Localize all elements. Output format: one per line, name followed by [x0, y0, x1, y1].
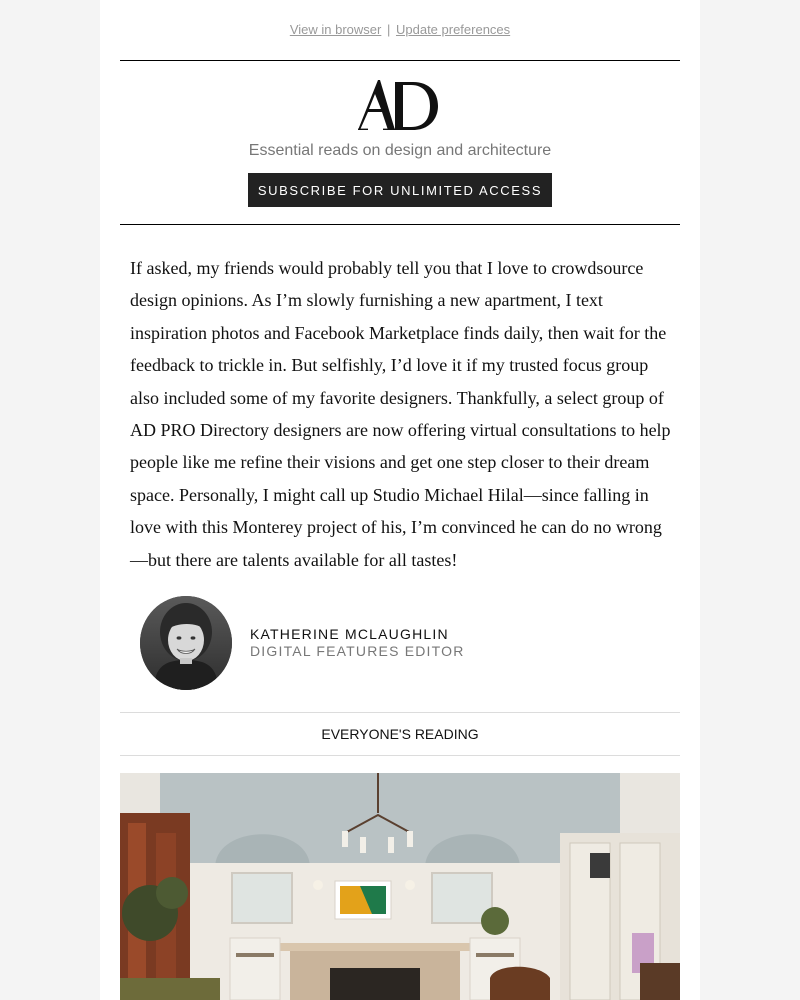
subscribe-button[interactable]: SUBSCRIBE FOR UNLIMITED ACCESS — [248, 173, 552, 207]
header-top-rule — [120, 60, 680, 61]
ad-logo-mark — [358, 76, 442, 132]
tagline: Essential reads on design and architecture — [248, 142, 552, 159]
preheader — [100, 22, 700, 37]
author-block — [140, 596, 660, 690]
author-role: DIGITAL FEATURES EDITOR — [250, 643, 465, 659]
email-container — [100, 0, 700, 1000]
view-in-browser-link[interactable]: View in browser — [289, 22, 382, 37]
living-room-photo-icon — [120, 773, 680, 1000]
section-bottom-rule — [120, 755, 680, 756]
header-bottom-rule — [120, 224, 680, 225]
editor-letter-text: If asked, my friends would probably tell you that I love to crowdsource design opinions. As I’m slowly furnishing a new apartment, I text inspiration photos and Facebook Marketplace finds daily, then wait for the feedback to trickle in. But selfishly, I’d love it if my trusted focus group also included some of my favorite designers. Thankfully, a select group of AD PRO Directory designers are now offering virtual consultations to help people like me refine their visions and get one step closer to their dream space. Personally, I might call up Studio Michael Hilal—since falling in love with this Monterey project of his, I’m convinced he can do no wrong—but there are talents available for all tastes! — [130, 258, 671, 570]
preheader-separator: | — [386, 22, 391, 37]
ad-logo[interactable] — [100, 72, 700, 136]
avatar — [140, 596, 232, 690]
author-portrait-icon — [140, 596, 232, 690]
section-top-rule — [120, 712, 680, 713]
author-name: KATHERINE MCLAUGHLIN — [250, 626, 449, 642]
update-preferences-link[interactable]: Update preferences — [395, 22, 511, 37]
section-heading: EVERYONE'S READING — [321, 726, 479, 742]
featured-article-image[interactable] — [120, 773, 680, 1000]
